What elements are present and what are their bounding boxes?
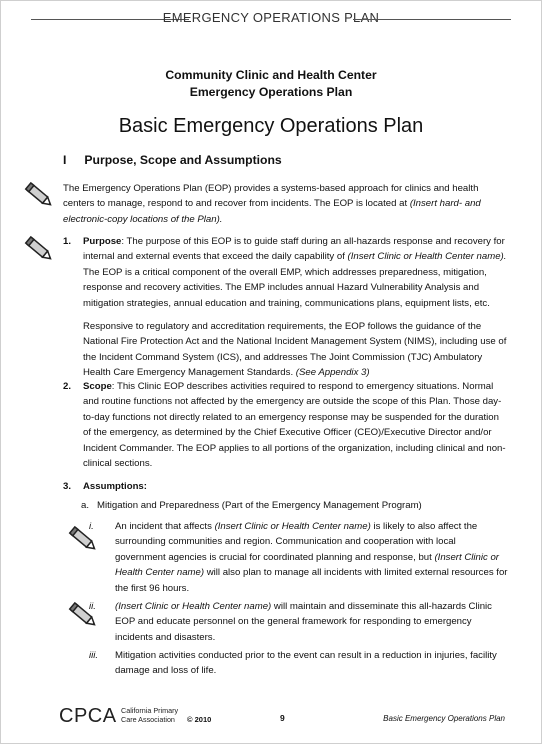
item-text: : The purpose of this EOP is to guide staff during an all-hazards response and recovery for internal and external events that exceed the daily capability of bbox=[83, 236, 505, 263]
intro-italic: (Insert hard- and electronic-copy locations of the Plan). bbox=[63, 198, 481, 225]
roman-number: iii. bbox=[89, 650, 99, 661]
sub-item-text: Mitigation and Preparedness (Part of the Emergency Management Program) bbox=[97, 500, 422, 511]
item-italic: (Insert Clinic or Health Center name). bbox=[347, 251, 507, 263]
intro-text: The Emergency Operations Plan (EOP) provides a systems-based approach for clinics and health centers to manage, respond to and recover from incidents. The EOP is located at bbox=[63, 183, 479, 210]
roman-item-iii bbox=[89, 648, 509, 679]
running-header bbox=[31, 9, 511, 31]
item-text: : This Clinic EOP describes activities required to respond to emergency situations. Normal and routine functions not affected by the emergency are outside the scope of this Plan. Those day-to-day functions not directly related to an emergency response may be suspended for the duration of the emergency, as determined by the Chief Executive Officer (CEO)/Executive Director and/or Incident Commander. The EOP applies to all portions of the organization, including clinical and non-clinical sections. bbox=[83, 381, 506, 470]
purpose-paragraph-2 bbox=[83, 319, 509, 381]
cpca-logo-subtitle bbox=[121, 707, 178, 724]
list-item-scope bbox=[63, 379, 509, 471]
sub-item-a bbox=[81, 498, 422, 513]
scope-paragraph bbox=[83, 379, 509, 471]
intro-paragraph bbox=[63, 181, 509, 227]
pencil-note-icon bbox=[23, 233, 55, 265]
item-label: Assumptions bbox=[83, 481, 144, 492]
copyright: © 2010 bbox=[187, 715, 212, 724]
header-rule-right bbox=[353, 19, 511, 20]
logo-line2: Care Association bbox=[121, 714, 175, 724]
sub-item-number: a. bbox=[81, 500, 90, 511]
item-text: : bbox=[143, 481, 147, 492]
item-number: 1. bbox=[63, 236, 72, 247]
item-number: 2. bbox=[63, 381, 72, 392]
item-label: Scope bbox=[83, 381, 112, 392]
item-number: 3. bbox=[63, 481, 72, 492]
page-number: 9 bbox=[280, 713, 285, 723]
purpose-paragraph bbox=[83, 234, 509, 311]
item-text: The EOP is a critical component of the overall EMP, which addresses preparedness, mitigation, response and recovery activities. The EMP includes annual Hazard Vulnerability Analysis and mitigation strategies, annual education and training, communications plans, equipment lists, etc. bbox=[83, 266, 490, 309]
roman-text: An incident that affects bbox=[115, 521, 215, 532]
roman-number: i. bbox=[89, 521, 94, 532]
item-text: Responsive to regulatory and accreditation requirements, the EOP follows the guidance of the National Fire Protection Act and the National Incident Management System (NIMS), including use of the Incident Command System (ICS), and addresses The Joint Commission (TJC) Ambulatory Health Care Emergency Management Standards. bbox=[83, 321, 507, 379]
roman-text: Mitigation activities conducted prior to the event can result in a reduction in injuries, facility damage and loss of life. bbox=[115, 650, 497, 677]
roman-text: will also plan to manage all incidents with limited external resources for the first 96 hours. bbox=[115, 567, 508, 594]
item-italic: (See Appendix 3) bbox=[295, 367, 370, 379]
roman-italic: (Insert Clinic or Health Center name) bbox=[214, 521, 371, 532]
logo-line1: California Primary bbox=[121, 706, 179, 715]
page-footer bbox=[59, 705, 505, 731]
header-text: EMERGENCY OPERATIONS PLAN bbox=[162, 10, 380, 25]
org-title-line2: Emergency Operations Plan bbox=[189, 85, 353, 99]
item-label: Purpose bbox=[83, 236, 122, 247]
footer-title: Basic Emergency Operations Plan bbox=[383, 714, 505, 723]
section-number: I bbox=[63, 153, 67, 167]
page-title: Basic Emergency Operations Plan bbox=[118, 115, 424, 137]
roman-item-i bbox=[89, 519, 509, 596]
section-heading bbox=[63, 153, 282, 167]
section-title: Purpose, Scope and Assumptions bbox=[84, 153, 282, 167]
list-item-assumptions bbox=[63, 479, 509, 494]
org-title bbox=[1, 67, 541, 101]
org-title-line1: Community Clinic and Health Center bbox=[165, 68, 377, 82]
roman-item-ii bbox=[89, 599, 509, 645]
cpca-logo: CPCA bbox=[59, 705, 117, 727]
pencil-note-icon bbox=[23, 179, 55, 211]
roman-text: is likely to also affect the surrounding communities and region. Communication and cooperation with local government agencies is crucial for coordinated planning and response, but bbox=[115, 521, 478, 563]
roman-text: will maintain and disseminate this all-hazards Clinic EOP and educate personnel on the general framework for responding to emergency incidents and disasters. bbox=[115, 601, 492, 643]
roman-italic: (Insert Clinic or Health Center name) bbox=[115, 601, 272, 612]
roman-italic: (Insert Clinic or Health Center name) bbox=[115, 551, 499, 579]
roman-number: ii. bbox=[89, 601, 96, 612]
list-item-purpose bbox=[63, 234, 509, 381]
